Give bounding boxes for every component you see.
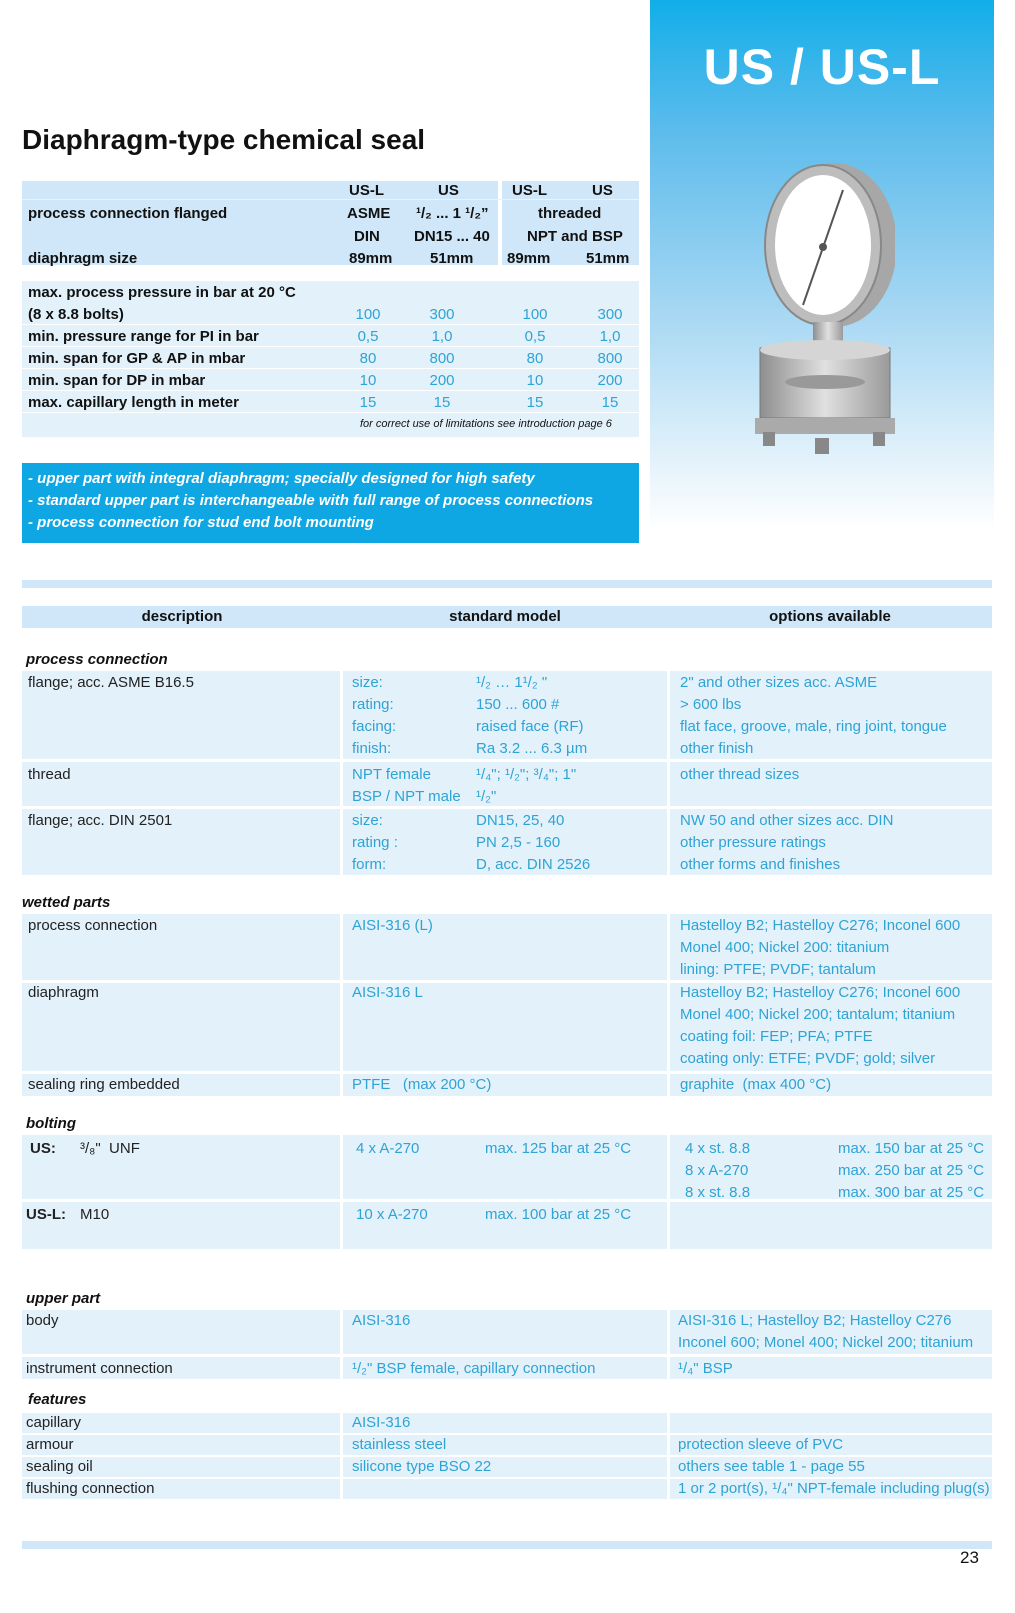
din-label: form:: [352, 856, 387, 873]
bolting-us-std-bolts: 4 x A-270: [356, 1140, 420, 1157]
body-option: Inconel 600; Monel 400; Nickel 200; titanium: [678, 1334, 974, 1351]
bolting-us-opt-bolts: 8 x st. 8.8: [685, 1184, 751, 1201]
section-bolting: bolting: [26, 1115, 76, 1132]
body-option: AISI-316 L; Hastelloy B2; Hastelloy C276: [678, 1312, 952, 1329]
section-features: features: [28, 1391, 87, 1408]
limits-footnote: for correct use of limitations see introduction page 6: [360, 418, 612, 430]
asme-value: ¹/₂ … 1¹/₂ ": [476, 674, 548, 691]
din-label: rating :: [352, 834, 398, 851]
bolting-us-opt-pressure: max. 300 bar at 25 °C: [838, 1184, 985, 1201]
bolting-us-opt-pressure: max. 150 bar at 25 °C: [838, 1140, 985, 1157]
diaphragm-size-usl-1: 89mm: [349, 250, 393, 267]
body-standard: AISI-316: [352, 1312, 411, 1329]
desc-flushing-connection: flushing connection: [26, 1480, 155, 1497]
note-line: - standard upper part is interchangeable with full range of process connections: [28, 492, 594, 509]
thread-value: ¹/₂": [476, 788, 497, 805]
divider-bar: [22, 580, 992, 588]
bolting-us-opt-pressure: max. 250 bar at 25 °C: [838, 1162, 985, 1179]
asme-value: 150 ... 600 #: [476, 696, 560, 713]
instrument-connection-standard: ¹/₂" BSP female, capillary connection: [352, 1360, 596, 1377]
span-gp-usl-1: 80: [359, 350, 377, 367]
sealing-ring-standard: PTFE (max 200 °C): [352, 1076, 492, 1093]
thread-label: BSP / NPT male: [352, 788, 461, 805]
span-gp-usl-2: 80: [526, 350, 544, 367]
capillary-us-2: 15: [601, 394, 619, 411]
value-asme: ASME: [347, 205, 391, 222]
value-din: DIN: [354, 228, 380, 245]
col-header-usl-2: US-L: [512, 182, 547, 199]
diaphragm-option: Hastelloy B2; Hastelloy C276; Inconel 600: [680, 984, 961, 1001]
value-din-size: DN15 ... 40: [414, 228, 490, 245]
din-value: PN 2,5 - 160: [476, 834, 561, 851]
desc-flange-asme: flange; acc. ASME B16.5: [28, 674, 194, 691]
span-dp-us-1: 200: [429, 372, 455, 389]
sealing-ring-option: graphite (max 400 °C): [680, 1076, 832, 1093]
diaphragm-standard: AISI-316 L: [352, 984, 423, 1001]
bolting-thread-us: ³/₈" UNF: [80, 1140, 140, 1157]
diaphragm-option: coating only: ETFE; PVDF; gold; silver: [680, 1050, 936, 1067]
col-header-us-2: US: [592, 182, 613, 199]
label-max-capillary: max. capillary length in meter: [28, 394, 239, 411]
din-value: D, acc. DIN 2526: [476, 856, 591, 873]
armour-standard: stainless steel: [352, 1436, 447, 1453]
max-pressure-us-2: 300: [597, 306, 623, 323]
din-value: DN15, 25, 40: [476, 812, 565, 829]
asme-option: other finish: [680, 740, 754, 757]
product-hero-panel: [650, 0, 994, 530]
asme-option: flat face, groove, male, ring joint, tongue: [680, 718, 947, 735]
asme-label: finish:: [352, 740, 392, 757]
page-number: 23: [960, 1548, 979, 1567]
header-options-available: options available: [769, 608, 891, 625]
capillary-usl-2: 15: [526, 394, 544, 411]
desc-sealing-ring: sealing ring embedded: [28, 1076, 180, 1093]
pressure-gauge-illustration: [755, 160, 895, 480]
label-min-span-gp-ap: min. span for GP & AP in mbar: [28, 350, 246, 367]
bolting-usl-std-pressure: max. 100 bar at 25 °C: [485, 1206, 632, 1223]
bolting-usl-std-bolts: 10 x A-270: [356, 1206, 428, 1223]
bolting-us-opt-bolts: 4 x st. 8.8: [685, 1140, 751, 1157]
max-pressure-usl-1: 100: [355, 306, 381, 323]
section-process-connection: process connection: [26, 651, 168, 668]
product-title: US / US-L: [703, 39, 941, 95]
span-gp-us-1: 800: [429, 350, 455, 367]
thread-label: NPT female: [352, 766, 431, 783]
instrument-connection-option: ¹/₄" BSP: [678, 1360, 733, 1377]
header-standard-model: standard model: [449, 608, 561, 625]
capillary-usl-1: 15: [359, 394, 377, 411]
wetted-process-standard: AISI-316 (L): [352, 917, 433, 934]
diaphragm-option: coating foil: FEP; PFA; PTFE: [680, 1028, 873, 1045]
max-pressure-usl-2: 100: [522, 306, 548, 323]
desc-diaphragm: diaphragm: [28, 984, 99, 1001]
thread-option: other thread sizes: [680, 766, 800, 783]
asme-option: > 600 lbs: [680, 696, 742, 713]
note-line: - upper part with integral diaphragm; specially designed for high safety: [28, 470, 535, 487]
capillary-standard: AISI-316: [352, 1414, 411, 1431]
wetted-process-option: Monel 400; Nickel 200: titanium: [680, 939, 890, 956]
asme-label: rating:: [352, 696, 394, 713]
sealing-oil-option: others see table 1 - page 55: [678, 1458, 865, 1475]
desc-capillary: capillary: [26, 1414, 82, 1431]
label-process-connection-flanged: process connection flanged: [28, 205, 228, 222]
bolting-thread-usl: M10: [80, 1206, 110, 1223]
min-range-usl-2: 0,5: [524, 328, 546, 345]
asme-label: facing:: [352, 718, 397, 735]
diaphragm-option: Monel 400; Nickel 200; tantalum; titanium: [680, 1006, 956, 1023]
footer-divider-bar: [22, 1541, 992, 1549]
col-header-usl-1: US-L: [349, 182, 384, 199]
din-option: other pressure ratings: [680, 834, 826, 851]
bolting-us-std-pressure: max. 125 bar at 25 °C: [485, 1140, 632, 1157]
span-dp-us-2: 200: [597, 372, 623, 389]
label-min-pressure-range: min. pressure range for PI in bar: [28, 328, 259, 345]
note-line: - process connection for stud end bolt mounting: [28, 514, 374, 531]
flushing-option: 1 or 2 port(s), ¹/₄" NPT-female including plug(s): [678, 1480, 990, 1497]
bolting-model-us: US:: [30, 1140, 56, 1157]
span-gp-us-2: 800: [597, 350, 623, 367]
span-dp-usl-2: 10: [526, 372, 544, 389]
desc-sealing-oil: sealing oil: [26, 1458, 93, 1475]
value-threaded: threaded: [538, 205, 602, 222]
asme-value: raised face (RF): [476, 718, 584, 735]
label-diaphragm-size: diaphragm size: [28, 250, 138, 267]
din-option: NW 50 and other sizes acc. DIN: [680, 812, 894, 829]
diaphragm-size-us-1: 51mm: [430, 250, 474, 267]
wetted-process-option: Hastelloy B2; Hastelloy C276; Inconel 600: [680, 917, 961, 934]
label-min-span-dp: min. span for DP in mbar: [28, 372, 206, 389]
thread-value: ¹/₄"; ¹/₂"; ³/₄"; 1": [476, 766, 577, 783]
armour-option: protection sleeve of PVC: [678, 1436, 844, 1453]
asme-value: Ra 3.2 ... 6.3 µm: [476, 740, 588, 757]
min-range-usl-1: 0,5: [357, 328, 379, 345]
desc-armour: armour: [26, 1436, 74, 1453]
diaphragm-size-usl-2: 89mm: [507, 250, 551, 267]
capillary-us-1: 15: [433, 394, 451, 411]
label-bolts: (8 x 8.8 bolts): [28, 306, 124, 323]
desc-thread: thread: [28, 766, 71, 783]
value-npt-bsp: NPT and BSP: [527, 228, 623, 245]
min-range-us-1: 1,0: [431, 328, 453, 345]
wetted-process-option: lining: PTFE; PVDF; tantalum: [680, 961, 876, 978]
min-range-us-2: 1,0: [599, 328, 621, 345]
sealing-oil-standard: silicone type BSO 22: [352, 1458, 492, 1475]
value-asme-size: ¹/₂ ... 1 ¹/₂”: [416, 205, 489, 222]
section-upper-part: upper part: [26, 1290, 101, 1307]
page-title: Diaphragm-type chemical seal: [22, 124, 426, 155]
desc-flange-din: flange; acc. DIN 2501: [28, 812, 173, 829]
desc-wetted-process-connection: process connection: [28, 917, 158, 934]
col-header-us-1: US: [438, 182, 459, 199]
din-option: other forms and finishes: [680, 856, 841, 873]
max-pressure-us-1: 300: [429, 306, 455, 323]
header-description: description: [141, 608, 223, 625]
section-wetted-parts: wetted parts: [22, 894, 111, 911]
label-max-process-pressure: max. process pressure in bar at 20 °C: [28, 284, 296, 301]
diaphragm-size-us-2: 51mm: [586, 250, 630, 267]
desc-instrument-connection: instrument connection: [26, 1360, 173, 1377]
bolting-us-opt-bolts: 8 x A-270: [685, 1162, 749, 1179]
desc-body: body: [26, 1312, 59, 1329]
features-notes-box: [22, 463, 639, 543]
bolting-model-usl: US-L:: [26, 1206, 66, 1223]
span-dp-usl-1: 10: [359, 372, 377, 389]
din-label: size:: [352, 812, 383, 829]
asme-label: size:: [352, 674, 383, 691]
asme-option: 2" and other sizes acc. ASME: [680, 674, 878, 691]
